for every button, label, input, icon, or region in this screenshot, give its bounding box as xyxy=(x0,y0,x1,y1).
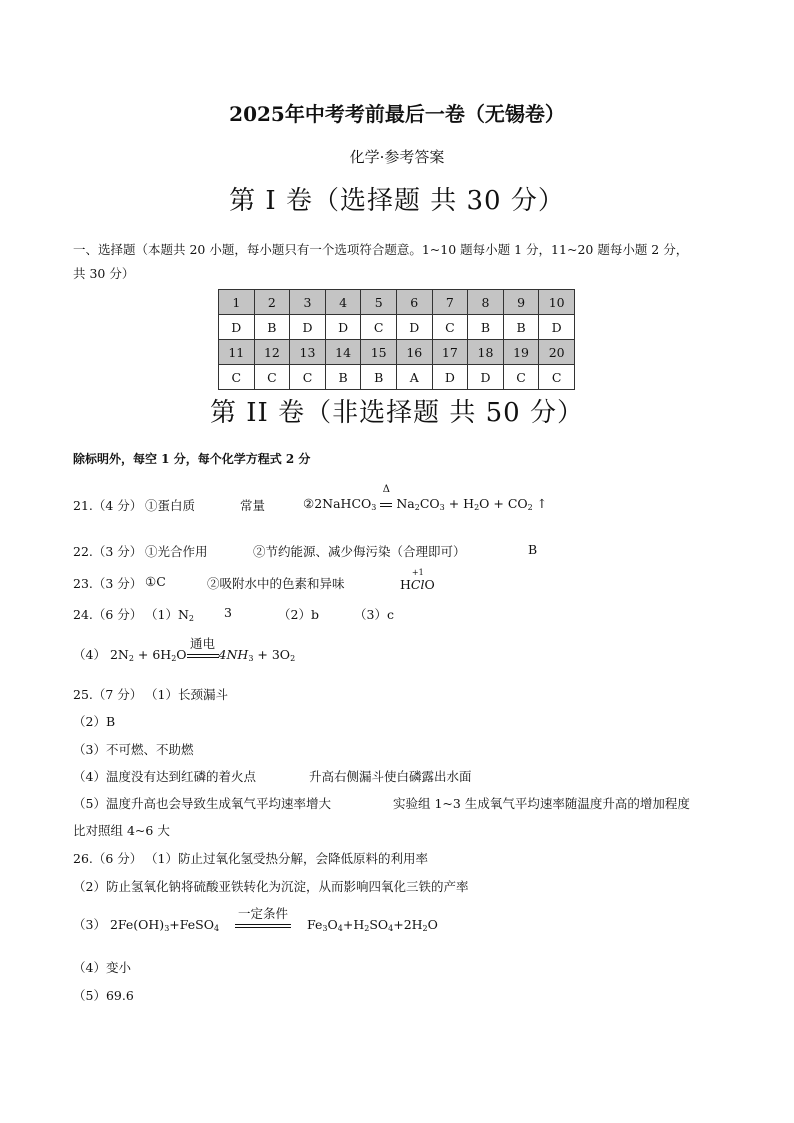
table-cell: 6 xyxy=(396,290,432,315)
table-cell: A xyxy=(396,365,432,390)
section1-instruction: 一、选择题（本题共 20 小题，每小题只有一个选项符合题意。1~10 题每小题 1 分，11~20 题每小题 2 分， xyxy=(73,242,689,257)
subscript: 2 xyxy=(128,654,134,663)
table-cell: D xyxy=(539,315,575,340)
electrolysis-label: 通电 xyxy=(190,636,216,651)
q21-eq-condition xyxy=(380,484,392,511)
table-cell: B xyxy=(468,315,504,340)
subscript: 3 xyxy=(322,924,328,933)
q26-part-3: （3） $2Fe(OH)_3+FeSO_4$ 一定条件 $Fe_3O_4+H_2SO_4+2H_2O$ xyxy=(73,906,438,933)
q21-eq-product-1: Na xyxy=(396,496,415,511)
table-cell: 11 xyxy=(219,340,255,365)
subscript: 2 xyxy=(171,654,177,663)
q22-answer-1: ①光合作用 xyxy=(145,544,208,559)
q22-answer-2: ②节约能源、减少侮污染（合理即可） xyxy=(253,544,466,559)
table-cell: C xyxy=(361,315,397,340)
q21-eq-product-2: O + CO xyxy=(479,496,528,511)
table-cell: 3 xyxy=(290,290,326,315)
q21-eq-product-1b: CO xyxy=(419,496,440,511)
formula-h: H xyxy=(400,577,411,592)
q21-label: 21.（4 分） xyxy=(73,498,143,513)
section1-instruction-cont: 共 30 分） xyxy=(73,266,135,281)
q23-formula xyxy=(400,568,435,592)
q23-answer-1: ①C xyxy=(145,574,166,589)
table-cell: B xyxy=(254,315,290,340)
table-cell: B xyxy=(325,365,361,390)
table-row xyxy=(219,365,575,390)
q25-part-2: （2）B xyxy=(73,714,116,729)
table-cell: C xyxy=(219,365,255,390)
table-cell: 9 xyxy=(503,290,539,315)
table-cell: C xyxy=(432,315,468,340)
subscript: 2 xyxy=(527,503,533,512)
page-subtitle: 化学·参考答案 xyxy=(349,148,445,166)
q21-answer-1: ①蛋白质 xyxy=(145,498,196,513)
table-cell: B xyxy=(361,365,397,390)
subscript: 2 xyxy=(422,924,428,933)
table-cell: 15 xyxy=(361,340,397,365)
q25-part-4a: （4）温度没有达到红磷的着火点 xyxy=(73,769,256,784)
formula-cl: +1 Cl xyxy=(410,568,425,592)
q21-eq-plus: + H xyxy=(444,496,475,511)
table-cell: 12 xyxy=(254,340,290,365)
q25-label: 25.（7 分） xyxy=(73,687,143,702)
answer-table xyxy=(218,289,575,390)
subscript: 3 xyxy=(439,503,445,512)
subscript: 3 xyxy=(164,924,170,933)
gas-arrow: ↑ xyxy=(532,496,548,511)
subscript: 3 xyxy=(248,654,254,663)
table-cell: D xyxy=(468,365,504,390)
q26-part-3-label: （3） xyxy=(73,917,106,932)
subscript: 2 xyxy=(364,924,370,933)
q24-part-4: （4） $2N_2 + 6H_2O$ 通电 $4NH_3 + 3O_2$ xyxy=(73,636,296,663)
subscript: 3 xyxy=(371,503,377,512)
table-cell: B xyxy=(503,315,539,340)
q26-part-2: （2）防止氢氧化钠将硫酸亚铁转化为沉淀，从而影响四氧化三铁的产率 xyxy=(73,879,469,894)
table-cell: 19 xyxy=(503,340,539,365)
table-cell: 13 xyxy=(290,340,326,365)
q25-part-5a: （5）温度升高也会导致生成氧气平均速率增大 xyxy=(73,796,331,811)
subscript: 2 xyxy=(290,654,296,663)
q24-eq-condition xyxy=(187,636,219,662)
table-cell: C xyxy=(503,365,539,390)
table-cell: D xyxy=(325,315,361,340)
table-cell: 7 xyxy=(432,290,468,315)
q24-label: 24.（6 分） xyxy=(73,607,143,622)
table-cell: 5 xyxy=(361,290,397,315)
heat-symbol: Δ xyxy=(382,484,390,495)
q23-answer-2: ②吸附水中的色素和异味 xyxy=(207,576,345,591)
table-cell: 17 xyxy=(432,340,468,365)
subscript: 2 xyxy=(474,503,480,512)
q24-part-2: （2）b xyxy=(278,607,319,622)
section1-title: 第 I 卷（选择题 共 30 分） xyxy=(229,186,565,216)
q24-part-1b: 3 xyxy=(224,605,232,620)
table-cell: C xyxy=(539,365,575,390)
q21-equation xyxy=(303,484,548,512)
subscript: 2 xyxy=(188,614,194,623)
table-cell: 1 xyxy=(219,290,255,315)
table-cell: 10 xyxy=(539,290,575,315)
q25-part-5c: 比对照组 4~6 大 xyxy=(73,823,170,838)
q25-part-1: （1）长颈漏斗 xyxy=(145,687,228,702)
table-cell: 14 xyxy=(325,340,361,365)
table-cell: 8 xyxy=(468,290,504,315)
table-cell: 18 xyxy=(468,340,504,365)
q25-part-3: （3）不可燃、不助燃 xyxy=(73,742,194,757)
q25-part-5b: 实验组 1~3 生成氧气平均速率随温度升高的增加程度 xyxy=(393,796,690,811)
q24-part-1: $(1)N_2$ xyxy=(145,607,194,623)
q26-part-1: （1）防止过氧化氢受热分解，会降低原料的利用率 xyxy=(145,851,428,866)
q21-eq-reactant: 2NaHCO xyxy=(314,496,372,511)
section2-title: 第 II 卷（非选择题 共 50 分） xyxy=(210,398,584,428)
q24-part-3: （3）c xyxy=(354,607,394,622)
scoring-note: 除标明外，每空 1 分，每个化学方程式 2 分 xyxy=(73,452,311,466)
q26-part-5: （5）69.6 xyxy=(73,988,134,1003)
q21-eq-prefix: ② xyxy=(303,496,315,511)
table-cell: D xyxy=(219,315,255,340)
q24-part-4-label: （4） xyxy=(73,647,106,662)
subscript: 2 xyxy=(414,503,420,512)
table-row xyxy=(219,315,575,340)
table-cell: D xyxy=(290,315,326,340)
q25-part-4b: 升高右侧漏斗使白磷露出水面 xyxy=(309,769,472,784)
q22-answer-3: B xyxy=(528,542,538,557)
subscript: 4 xyxy=(388,924,394,933)
table-cell: C xyxy=(290,365,326,390)
q26-label: 26.（6 分） xyxy=(73,851,143,866)
table-row xyxy=(219,340,575,365)
subscript: 4 xyxy=(337,924,343,933)
table-cell: 2 xyxy=(254,290,290,315)
page-title: 2025年中考考前最后一卷（无锡卷） xyxy=(229,102,565,126)
table-cell: D xyxy=(432,365,468,390)
table-cell: 20 xyxy=(539,340,575,365)
oxidation-state: +1 xyxy=(411,568,424,577)
q26-eq-condition xyxy=(235,906,291,932)
condition-label: 一定条件 xyxy=(238,906,289,921)
q21-answer-2: 常量 xyxy=(240,498,266,513)
table-cell: D xyxy=(396,315,432,340)
table-cell: 16 xyxy=(396,340,432,365)
table-cell: 4 xyxy=(325,290,361,315)
q23-label: 23.（3 分） xyxy=(73,576,143,591)
subscript: 4 xyxy=(213,924,220,933)
table-cell: C xyxy=(254,365,290,390)
q22-label: 22.（3 分） xyxy=(73,544,143,559)
q26-part-4: （4）变小 xyxy=(73,960,131,975)
table-row xyxy=(219,290,575,315)
formula-o: O xyxy=(424,577,435,592)
